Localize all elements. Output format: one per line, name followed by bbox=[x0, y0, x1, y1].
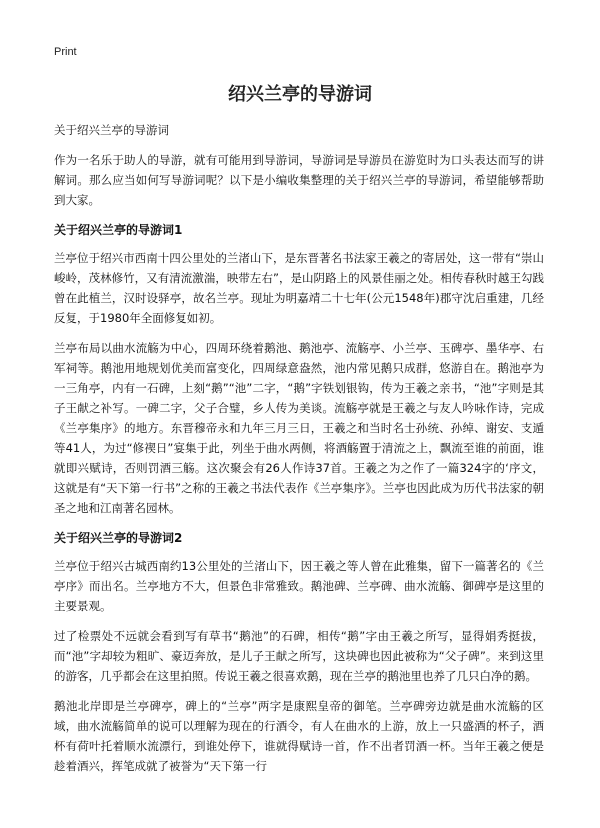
section-2-paragraph-1: 兰亭位于绍兴古城西南约13公里处的兰渚山下，因王羲之等人曾在此雅集，留下一篇著名的《兰亭序》而出名。兰亭地方不大，但景色非常雅致。鹅池碑、兰亭碑、曲水流觞、御碑亭是这里的主要景观。 bbox=[54, 559, 544, 613]
page-title: 绍兴兰亭的导游词 bbox=[228, 84, 372, 105]
section-1-paragraph-2: 兰亭布局以曲水流觞为中心，四周环绕着鹅池、鹅池亭、流觞亭、小兰亭、玉碑亭、墨华亭、右军祠等。鹅池用地规划优美而富变化，四周绿意盎然，池内常见鹅只成群，悠游自在。鹅池亭为一三角亭，内有一石碑，上刻“鹅”“池”二字，“鹅”字铁划银钩，传为王羲之亲书，“池”字则是其子王献之补写。一碑二字，父子合璧，乡人传为美谈。流觞亭就是王羲之与友人吟咏作诗，完成《兰亭集序》的地方。东晋穆帝永和九年三月三日，王羲之和当时名士孙统、孙绰、谢安、支遁等41人，为过“修禊日”宴集于此，列坐于曲水两侧，将酒觞置于清流之上，飘流至谁的前面，谁就即兴赋诗，否则罚酒三觞。这次聚会有26人作诗37首。王羲之为之作了一篇324字的‘序文，这就是有“天下第一行书”之称的王羲之书法代表作《兰亭集序》。兰亭也因此成为历代书法家的朝圣之地和江南著名园林。 bbox=[54, 341, 544, 515]
section-1-paragraph-1: 兰亭位于绍兴市西南十四公里处的兰渚山下，是东晋著名书法家王羲之的寄居处，这一带有“崇山峻岭，茂林修竹，又有清流激湍，映带左右”，是山阴路上的风景佳丽之处。相传春秋时越王勾践曾在此植兰，汉时设驿亭，故名兰亭。现址为明嘉靖二十七年(公元1548年)郡守沈启重建，几经反复，于1980年全面修复如初。 bbox=[54, 251, 544, 325]
section-heading-1: 关于绍兴兰亭的导游词1 bbox=[54, 223, 183, 237]
article-body bbox=[54, 120, 544, 786]
print-link[interactable]: Print bbox=[54, 46, 77, 58]
article-subtitle: 关于绍兴兰亭的导游词 bbox=[54, 123, 169, 137]
intro-paragraph: 作为一名乐于助人的导游，就有可能用到导游词，导游词是导游员在游览时为口头表达而写的讲解词。那么应当如何写导游词呢？以下是小编收集整理的关于绍兴兰亭的导游词，希望能够帮助到大家。 bbox=[54, 153, 544, 207]
section-heading-2: 关于绍兴兰亭的导游词2 bbox=[54, 531, 183, 545]
section-2-paragraph-2: 过了检票处不远就会看到写有草书“鹅池”的石碑，相传“鹅”字由王羲之所写，显得娟秀挺拔，而“池”字却较为粗旷、豪迈奔放，是儿子王献之所写，这块碑也因此被称为“父子碑”。来到这里的游客，几乎都会在这里拍照。传说王羲之很喜欢鹅，现在兰亭的鹅池里也养了几只白净的鹅。 bbox=[54, 629, 544, 683]
section-2-paragraph-3: 鹅池北岸即是兰亭碑亭，碑上的“兰亭”两字是康熙皇帝的御笔。兰亭碑旁边就是曲水流觞的区域，曲水流觞简单的说可以理解为现在的行酒令，有人在曲水的上游，放上一只盛酒的杯子，酒杯有荷叶托着顺水流漂行，到谁处停下，谁就得赋诗一首，作不出者罚酒一杯。当年王羲之便是趁着酒兴，挥笔成就了被誉为“天下第一行 bbox=[54, 699, 544, 773]
